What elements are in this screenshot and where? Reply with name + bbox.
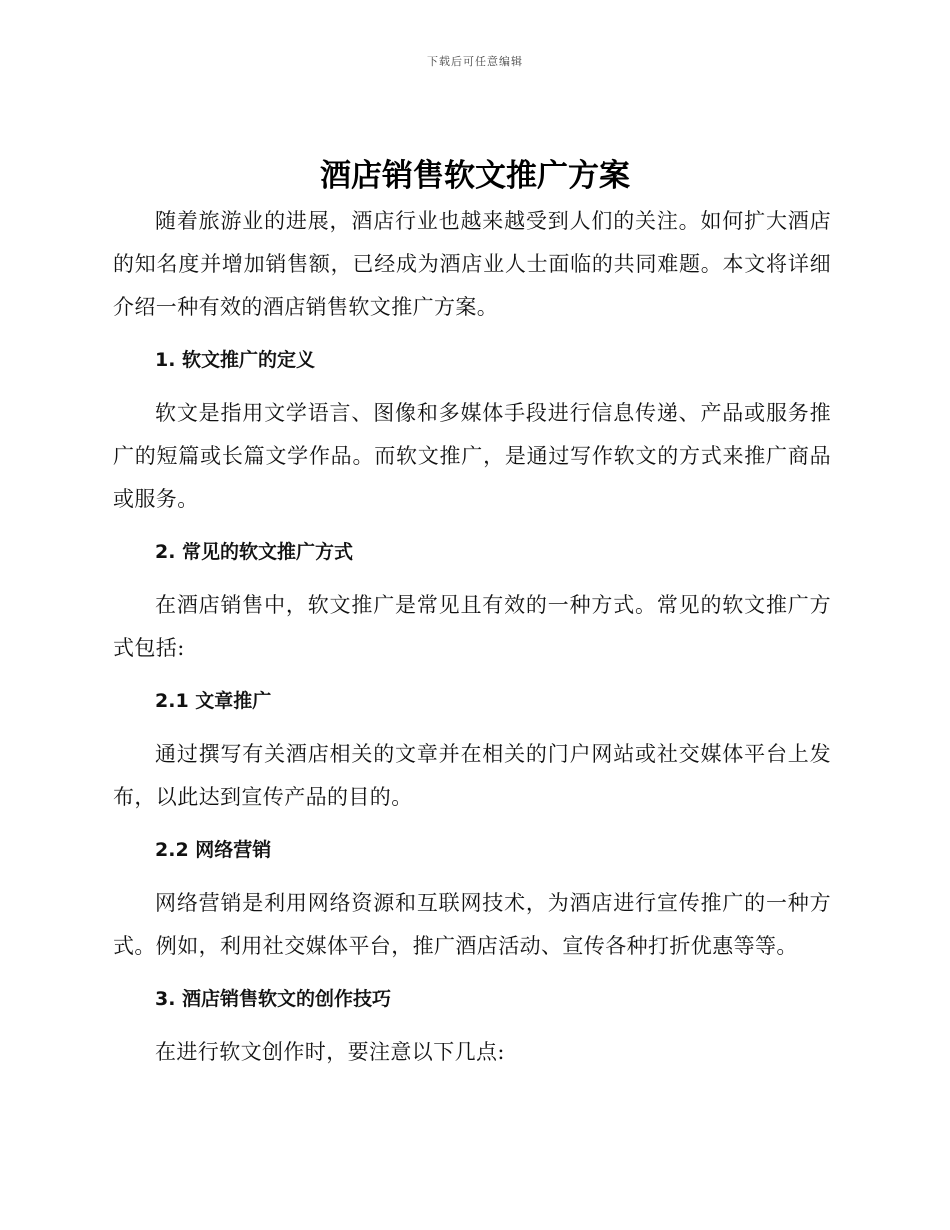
section-1-paragraph: 软文是指用文学语言、图像和多媒体手段进行信息传递、产品或服务推广的短篇或长篇文学作品。而软文推广，是通过写作软文的方式来推广商品或服务。	[113, 401, 831, 511]
page-header: 下载后可任意编辑	[427, 55, 523, 68]
section-heading-3: 3. 酒店销售软文的创作技巧	[155, 988, 392, 1010]
section-2-1-paragraph: 通过撰写有关酒店相关的文章并在相关的门户网站或社交媒体平台上发布，以此达到宣传产品的目的。	[113, 742, 831, 809]
section-heading-2-1: 2.1 文章推广	[155, 690, 272, 712]
document-body	[113, 200, 831, 1074]
document-title: 酒店销售软文推广方案	[320, 158, 630, 194]
section-3-paragraph: 在进行软文创作时，要注意以下几点:	[155, 1040, 505, 1064]
section-2-2-paragraph: 网络营销是利用网络资源和互联网技术，为酒店进行宣传推广的一种方式。例如，利用社交媒体平台，推广酒店活动、宣传各种打折优惠等等。	[113, 891, 831, 958]
section-heading-1: 1. 软文推广的定义	[155, 349, 316, 371]
intro-paragraph: 随着旅游业的进展，酒店行业也越来越受到人们的关注。如何扩大酒店的知名度并增加销售额，已经成为酒店业人士面临的共同难题。本文将详细介绍一种有效的酒店销售软文推广方案。	[113, 209, 831, 319]
section-heading-2-2: 2.2 网络营销	[155, 839, 272, 861]
section-2-paragraph: 在酒店销售中，软文推广是常见且有效的一种方式。常见的软文推广方式包括:	[113, 593, 831, 660]
section-heading-2: 2. 常见的软文推广方式	[155, 541, 354, 563]
